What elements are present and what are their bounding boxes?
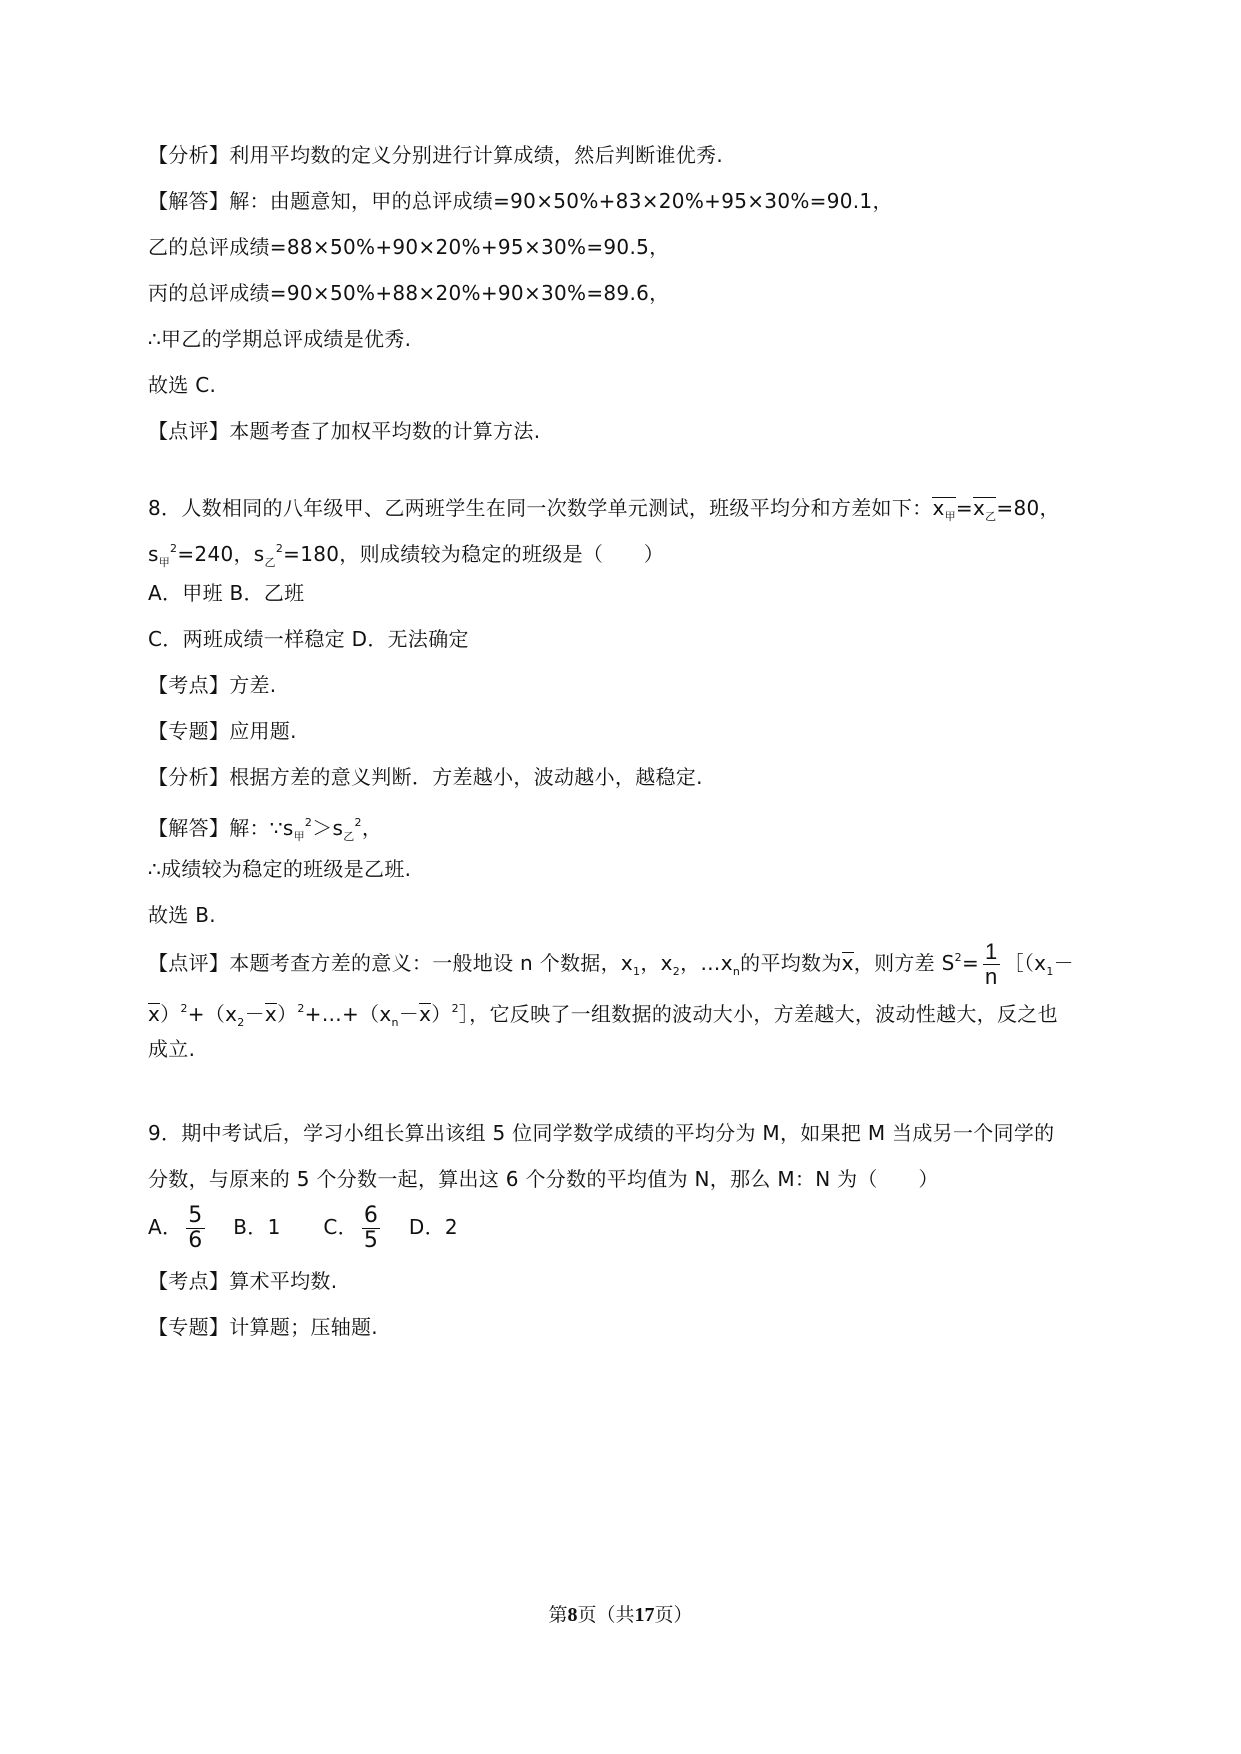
page-footer: 第8页（共17页）: [548, 1604, 693, 1626]
q8-stem-line-2: $s_甲^2=240$，$s_乙^2=180$，则成绩较为稳定的班级是（ ）: [148, 542, 665, 569]
x-bar: x: [419, 1002, 432, 1026]
q8-analysis: 【分析】根据方差的意义判断．方差越小，波动越小，越稳定.: [148, 765, 703, 789]
q8-stem-text: 8．人数相同的八年级甲、乙两班学生在同一次数学单元测试，班级平均分和方差如下：: [148, 496, 933, 520]
q8-comment-line-3: 成立.: [148, 1037, 196, 1061]
q8-zhuanti: 【专题】应用题.: [148, 719, 297, 743]
q8-stem-line-1: [148, 493, 1060, 526]
variance-jia: =240，: [177, 542, 254, 566]
solution-line-2: 乙的总评成绩=88×50%+90×20%+95×30%=90.5，: [148, 235, 670, 259]
fraction-6-5: $\frac{6}{5}$: [363, 1203, 379, 1253]
q8-options-cd: C．两班成绩一样稳定 D．无法确定: [148, 627, 469, 651]
q9-zhuanti: 【专题】计算题；压轴题.: [148, 1315, 378, 1339]
total-pages: 17: [634, 1604, 655, 1626]
fraction-5-6: $\frac{5}{6}$: [188, 1203, 203, 1253]
x-bar: x: [148, 1002, 161, 1026]
comment-line: 【点评】本题考查了加权平均数的计算方法.: [148, 419, 541, 443]
x-bar-yi: $x_乙$: [973, 497, 996, 526]
analysis-line: 【分析】利用平均数的定义分别进行计算成绩，然后判断谁优秀.: [148, 143, 724, 167]
x-bar: x: [264, 1002, 278, 1026]
solution-line-1: 【解答】解：由题意知，甲的总评成绩=90×50%+83×20%+95×30%=90.1，: [148, 189, 893, 213]
q8-comment-line-2: $x)^2+(x_2-x)^2+\dots+(x_n-x)^2]$，它反映了一组数据的波动大小，方差越大，波动性越大，反之也: [148, 1002, 1058, 1029]
q9-stem-line-1: 9．期中考试后，学习小组长算出该组 5 位同学数学成绩的平均分为 M，如果把 M 当成另一个同学的: [148, 1121, 1055, 1145]
fraction-1-over-n: $\frac{1}{n}$: [985, 939, 998, 989]
x-bar-jia: $x_甲$: [932, 497, 955, 526]
q9-stem-line-2: 分数，与原来的 5 个分数一起，算出这 6 个分数的平均值为 N，那么 M：N 为（ ）: [148, 1167, 939, 1191]
page-number: 8: [567, 1604, 578, 1626]
q8-comment-line-1: 【点评】本题考查方差的意义：一般地设 n 个数据，$x_1$，$x_2$，$\dots x_n$的平均数为x，则方差 $S^2=$ $\frac{1}{n}$ $[(x_1-$: [148, 939, 1074, 989]
choose-line: 故选 C.: [148, 373, 217, 397]
q8-kaodian: 【考点】方差.: [148, 673, 277, 697]
q9-options: A． $\frac{5}{6}$ B．1 C． $\frac{6}{5}$ D．2: [148, 1203, 458, 1253]
q8-options-ab: A．甲班 B．乙班: [148, 581, 305, 605]
q8-choose: 故选 B.: [148, 903, 216, 927]
equals-sign: =: [955, 496, 973, 520]
x-bar: x: [841, 951, 854, 975]
q8-conclusion: ∴成绩较为稳定的班级是乙班.: [148, 857, 412, 881]
solution-line-4: ∴甲乙的学期总评成绩是优秀.: [148, 327, 412, 351]
q8-solution: 【解答】解：$\because s_甲^2>s_乙^2$，: [148, 816, 383, 843]
mean-value: =80，: [996, 496, 1060, 520]
variance-yi: =180，则成绩较为稳定的班级是（ ）: [283, 542, 665, 566]
q9-kaodian: 【考点】算术平均数.: [148, 1269, 338, 1293]
solution-line-3: 丙的总评成绩=90×50%+88×20%+90×30%=89.6，: [148, 281, 670, 305]
